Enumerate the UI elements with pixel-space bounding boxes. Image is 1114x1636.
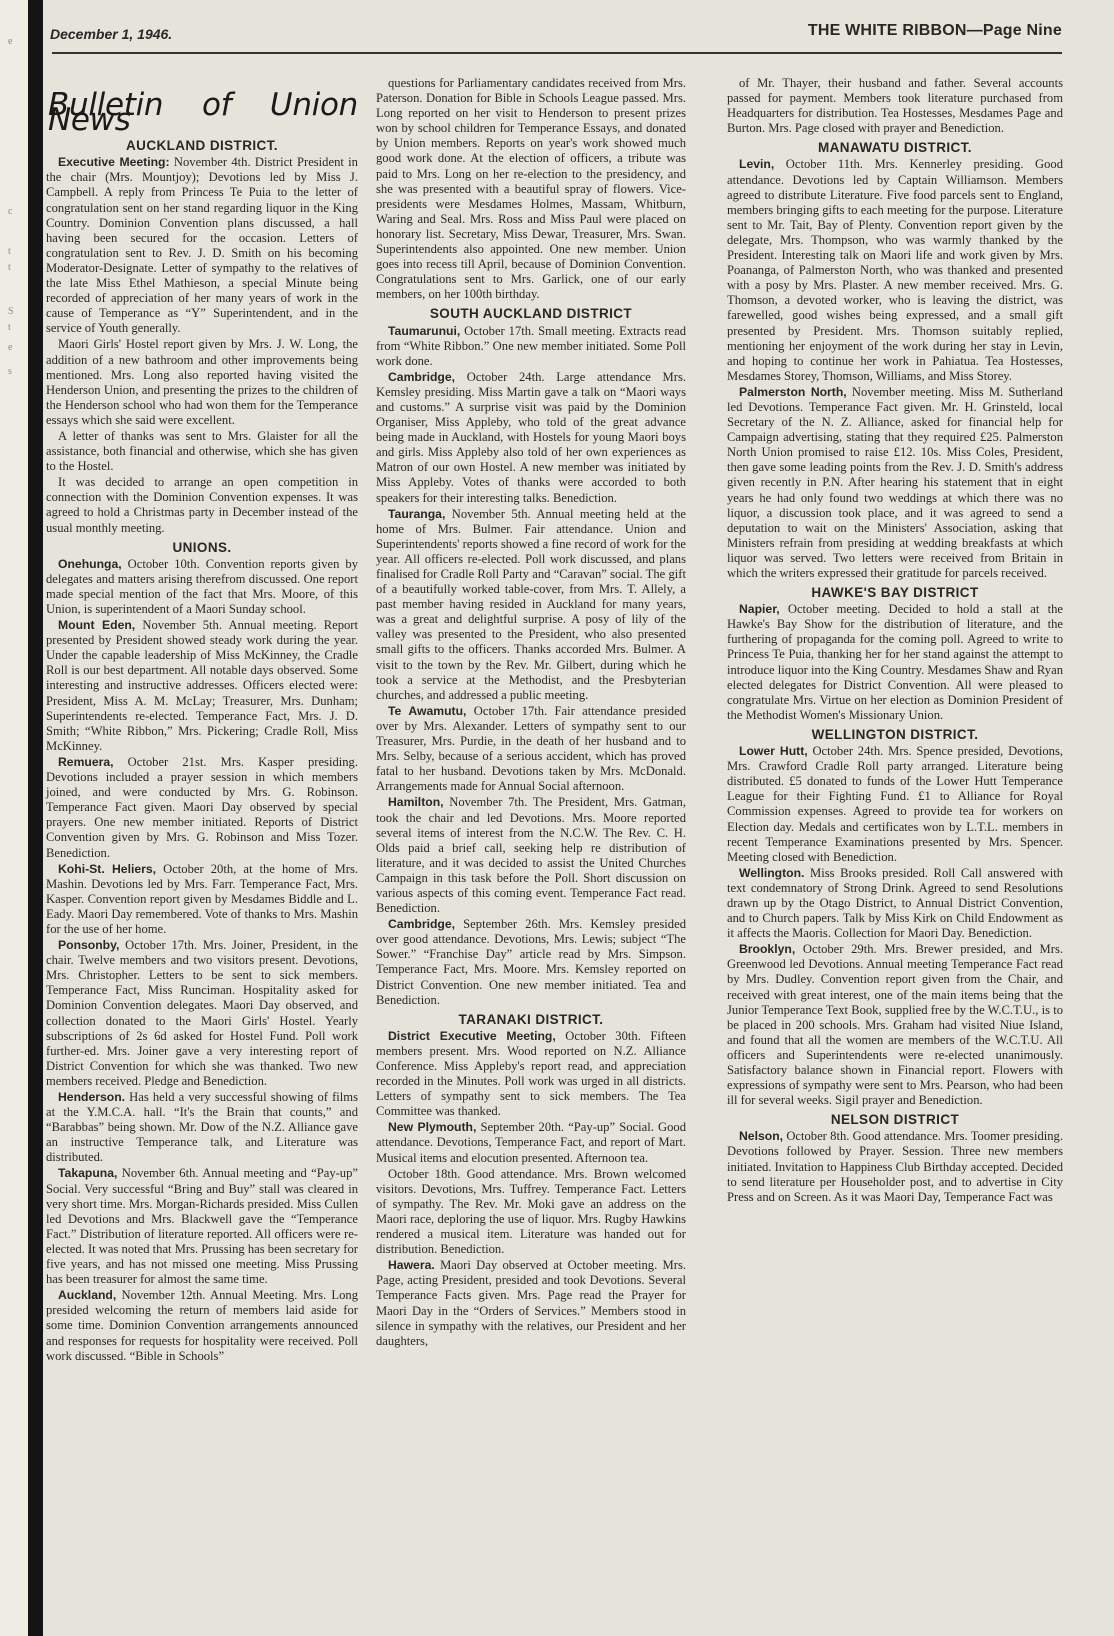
union-report: Cambridge, September 26th. Mrs. Kemsley presided over good attendance. Devotions, Mrs. Lewis; subject “The Sower.” “Franchise Day” article read by Mrs. Simpson. Temperance Fact, Mrs. Moore. Mrs. Kemsley reported on District Convention. One new member initiated. Tea and Benediction.: [376, 917, 686, 1007]
union-name: Palmerston North,: [739, 384, 847, 399]
article-paragraph: Maori Girls' Hostel report given by Mrs. J. W. Long, the addition of a new bathroom and other improvements being mentioned. Mrs. Long also reported having visited the Henderson Union, and presenting the prizes to the children of the Henderson school who had won them for the Temperance essays which she said were excellent.: [46, 337, 358, 427]
union-name: Cambridge,: [388, 369, 456, 384]
margin-mark: c: [8, 206, 13, 217]
article-paragraph: A letter of thanks was sent to Mrs. Glaister for all the assistance, both financial and otherwise, which she has given to the Hostel.: [46, 428, 358, 474]
union-report: Cambridge, October 24th. Large attendance Mrs. Kemsley presiding. Miss Martin gave a talk on “Maori ways and customs.” A surprise visit was paid by the Dominion Organiser, Miss Appleby, who told of the great advance being made in Auckland, with Hostels for young Maori boys and girls. Miss Appleby also told of her own experiences as Matron of our own Hostel. A new member was initiated by Miss Appleby. Votes of thanks were accorded to both speakers for their interesting talks. Benediction.: [376, 369, 686, 505]
union-report: New Plymouth, September 20th. “Pay-up” Social. Good attendance. Devotions, Temperance Fact, and report of Mart. Musical items and elocution presented. Afternoon tea.: [376, 1120, 686, 1165]
union-report: Remuera, October 21st. Mrs. Kasper presiding. Devotions included a prayer session in which members joined, and were conducted by Mrs. G. Robinson. Temperance Fact given. Maori Day observed by special prayers. One new member initiated. Reports of District Convention given by Mrs. G. Robinson and Miss Tozer. Benediction.: [46, 754, 358, 860]
union-name: Takapuna,: [58, 1166, 118, 1181]
issue-date: December 1, 1946.: [50, 26, 173, 42]
margin-mark: t: [8, 246, 11, 257]
union-report: Nelson, October 8th. Good attendance. Mrs. Toomer presiding. Devotions followed by Prayer. Session. Three new members initiated. Invitation to Happiness Club Birthday accepted. Decided to send literature per Householder post, and to advertise in City Press and on Screen. As it was Maori Day, Temperance Fact was: [727, 1129, 1063, 1204]
margin-mark: s: [8, 366, 12, 377]
article-paragraph: of Mr. Thayer, their husband and father. Several accounts passed for payment. Members took literature purchased from Headquarters for distribution. Tea Hostesses, Mesdames Page and Burton. Mrs. Page closed with prayer and Benediction.: [727, 76, 1063, 136]
header-rule: [52, 52, 1062, 54]
union-name: Tauranga,: [388, 506, 446, 521]
union-report: Lower Hutt, October 24th. Mrs. Spence presided, Devotions, Mrs. Crawford Cradle Roll party arranged. Literature being distributed. £5 donated to funds of the Lower Hutt Temperance League for their Fighting Fund. £1 to Alliance for Royal Commission expenses. Agreed to provide tea for workers on Election day. Medals and certificates won by L.T.L. members in recent Temperance Examinations presented by Mrs. Spencer. Meeting closed with Benediction.: [727, 744, 1064, 864]
union-report: District Executive Meeting, October 30th. Fifteen members present. Mrs. Wood reported on N.Z. Alliance Conference. Miss Appleby's report read, and appreciation recorded in the Minutes. Poll work was urged in all districts. Letters of sympathy sent to sick members. The Tea Committee was thanked.: [376, 1028, 687, 1119]
union-report: Hawera. Maori Day observed at October meeting. Mrs. Page, acting President, presided and took Devotions. Several Temperance Facts given. Mrs. Page read the Prayer for Maori Day in the “Orders of Services.” Members stood in silence in sympathy with the relatives, our President and her daughters,: [376, 1258, 686, 1348]
union-name: Henderson.: [58, 1090, 126, 1104]
union-report: Wellington. Miss Brooks presided. Roll Call answered with text condemnatory of Strong Drink. Agreed to send Resolutions drawn up by the Otago District, to Annual District Convention, and to Church papers. Talk by Miss Kirk on Child Endowment as it affects the Maoris. Collection for Maori Day. Benediction.: [727, 865, 1063, 941]
union-name: Remuera,: [58, 754, 114, 769]
section-heading: UNIONS.: [172, 539, 232, 555]
union-name: Levin,: [739, 157, 775, 172]
margin-mark: S: [8, 306, 14, 317]
union-report: Napier, October meeting. Decided to hold a stall at the Hawke's Bay Show for the distribution of literature, and the furthering of propaganda for the coming poll. Agreed to write to Princess Te Puia, thanking her for her stand against the attempt to introduce liquor into the King Country. Mesdames Shaw and Ryan elected delegates for District Convention. All were pleased to congratulate Mrs. Virtue on her election as Dominion President of the Methodist Women's Missionary Union.: [727, 602, 1063, 722]
binding-edge: [28, 0, 43, 1636]
union-report: Kohi-St. Heliers, October 20th, at the home of Mrs. Mashin. Devotions led by Mrs. Farr. Temperance Fact, Mrs. Kasper. Convention report given by Mesdames Biddle and L. Eady. Maori Day remembered. Vote of thanks to Mrs. Mashin for the use of her home.: [46, 861, 358, 936]
union-report: Brooklyn, October 29th. Mrs. Brewer presided, and Mrs. Greenwood led Devotions. Annual meeting Temperance Fact read by Mrs. Dudley. Convention report given from the Chair, and received with great interest, one of the main items being that the Junior Temperance Text Book, supplied free by the W.C.T.U., is to be placed in 200 schools. Mrs. Graham had visited Niue Island, and found that all the women are members of the W.C.T.U. All officers and Superintendents were re-elected unanimously. Satisfactory balance shown in Financial report. Flowers with expressions of sympathy were sent to Mrs. Pearson, who had been ill for several weeks. Sigil prayer and Benediction.: [727, 942, 1063, 1108]
union-report: Henderson. Has held a very successful showing of films at the Y.M.C.A. hall. “It's the Brain that counts,” and “Barabbas” being shown. Mr. Dow of the N.Z. Alliance gave an instructive Temperance talk, and Literature was distributed.: [46, 1090, 358, 1165]
page-header: [50, 20, 1062, 46]
union-name: Napier,: [739, 602, 780, 617]
union-report: Tauranga, November 5th. Annual meeting held at the home of Mrs. Bulmer. Fair attendance. Union and Superintendents' reports showed a fine record of work for the year. All officers re-elected. Poll work discussed, and plans finalised for Cradle Roll Party and “Caravan” social. The gift of a beautifully worked table-cover, from Mrs. T. Allely, a past member having resided in Auckland for many years, was a great and delightful surprise. A posy of lily of the valley was presented to the President, who also presented small gifts to the officers. Thanks accorded Mrs. Bulmer. A visit to the town by the Rev. Mr. Gilbert, during which he took a service at the Methodist, and the Presbyterian churches, and addressed a public meeting.: [376, 506, 686, 702]
margin-mark: t: [8, 322, 11, 333]
column-2: [376, 76, 686, 1350]
union-name: Cambridge,: [388, 917, 456, 932]
masthead: Bulletin of Union News: [48, 87, 358, 139]
article-paragraph: October 18th. Good attendance. Mrs. Brown welcomed visitors. Devotions, Mrs. Tuffrey. Temperance Fact. Letters of sympathy. The Rev. Mr. Moki gave an address on the Maori race, deploring the use of liquor. Mrs. Rugby Hawkins rendered a musical item. Literature was handed out for distribution. Benediction.: [376, 1166, 686, 1257]
union-report: Palmerston North, November meeting. Miss M. Sutherland led Devotions. Temperance Fact given. Mr. H. Grinsteld, local Secretary of the N. Z. Alliance, asked for financial help for Campaign advertising, stating that they required £25. Palmerston North Union promised to raise £12. 10s. Miss Coles, President, then gave some leading points from the Rev. J. D. Smith's address given recently in P.N. After hearing his statement that in eight years he had only found two weddings at which there was no liquor, a discussion took place, and it was agreed to send a deputation to wait on the Ministers' Association, asking that Ministers refrain from presiding at wedding breakfasts at which liquor was served. Two letters were received from Britain in which the writers expressed their gratitude for parcels received.: [727, 384, 1063, 580]
union-name: District Executive Meeting,: [388, 1028, 556, 1043]
union-name: Te Awamutu,: [388, 703, 467, 718]
column-1: [46, 62, 358, 1365]
district-heading: SOUTH AUCKLAND DISTRICT: [429, 306, 633, 322]
union-report: Takapuna, November 6th. Annual meeting and “Pay-up” Social. Very successful “Bring and Buy” stall was cleared in very short time. Mrs. Morgan-Richards presided. Miss Cullen led Devotions and Mrs. Blackwell gave the “Temperance Fact.” Distribution of literature reported. All officers were re-elected. It was noted that Mrs. Prussing has been secretary for five years, and has not missed one meeting. Miss Prussing has been treasurer for almost the same time.: [46, 1166, 358, 1287]
district-heading: HAWKE'S BAY DISTRICT: [811, 585, 979, 601]
article-paragraph: It was decided to arrange an open competition in connection with the Dominion Convention expenses. It was agreed to hold a Christmas party in December instead of the usual monthly meeting.: [46, 475, 358, 535]
union-report: Te Awamutu, October 17th. Fair attendance presided over by Mrs. Alexander. Letters of sympathy sent to our Treasurer, Mrs. Purdie, in the death of her husband and to Mrs. Selby, because of a serious accident, which has proved fatal to her husband. Devotions taken by Mrs. McDonald. Arrangements made for Annual Social afternoon.: [376, 703, 686, 794]
margin-mark: t: [8, 262, 11, 273]
union-name: Nelson,: [739, 1129, 784, 1144]
running-title: THE WHITE RIBBON—Page Nine: [807, 22, 1062, 39]
page-edge: [0, 0, 28, 1636]
union-name: Onehunga,: [58, 556, 122, 571]
district-heading: NELSON DISTRICT: [830, 1112, 960, 1128]
union-name: Ponsonby,: [58, 938, 120, 953]
union-name: Kohi-St. Heliers,: [58, 861, 157, 876]
union-name: Mount Eden,: [58, 618, 136, 633]
district-heading: TARANAKI DISTRICT.: [458, 1011, 604, 1027]
article-paragraph: Executive Meeting: November 4th. District President in the chair (Mrs. Mountjoy); Devotions led by Miss J. Campbell. A reply from Princess Te Puia to the letter of congratulation sent on her stand regarding liquor in the King Country. Dominion Convention plans discussed, a hall having been secured for the occasion. Letters of congratulation sent to Rev. J. D. Smith on his becoming Moderator-Designate. Letter of sympathy to the relatives of the late Miss Ethel Mathieson, a special Minute being recorded of appreciation of her many years of work in the cause of Temperance as “Y” Superintendent, and in the service of Youth generally.: [46, 155, 358, 336]
union-name: Brooklyn,: [739, 942, 796, 957]
paragraph-lead: Executive Meeting:: [58, 155, 170, 170]
margin-mark: e: [8, 36, 13, 47]
district-heading: AUCKLAND DISTRICT.: [126, 138, 278, 154]
union-report: Levin, October 11th. Mrs. Kennerley presiding. Good attendance. Devotions led by Captain Williamson. Members agreed to distribute Literature. Five food parcels sent to England, members bringing gifts to each meeting for the purpose. Literature sent to Mr. Tait, Bay of Plenty. Convention report given by the delegate, Mrs. Thompson, who was warmly thanked by the President. Interesting talk on Maori life and work given by Mrs. Poananga, of Palmerston North, who was thanked and presented with a posy by Mrs. Plaster. A new member received. Mrs. G. Thomson, a devoted worker, who is leaving the district, was farewelled, good wishes being expressed, and a small gift presented by President. Mrs. Thomson suitably replied, mentioning her enjoyment of the work during her stay in Levin, and hoping to continue her work in Pahiatua. Tea Hostesses, Mesdames Storey, Thomson, Williams, and Miss Storey.: [727, 157, 1063, 383]
union-name: Taumarunui,: [388, 323, 461, 338]
union-report: Hamilton, November 7th. The President, Mrs. Gatman, took the chair and led Devotions. Mrs. Moore reported several items of interest from the N.C.W. The Rev. C. H. Olds paid a brief call, seeking help re distribution of literature, and it was decided to assist the United Churches Campaign in this task before the Poll. Short discussion on various aspects of this coming event. Temperance Fact read. Benediction.: [376, 795, 686, 916]
union-report: Mount Eden, November 5th. Annual meeting. Report presented by President showed steady work during the year. Under the capable leadership of Miss McKinney, the Cradle Roll is our best department. All notable days observed. Some interesting and instructive addresses. Officers elected were: President, Miss A. M. McLay; Treasurer, Mrs. Dunham; Superintendents re-elected. Temperance Fact, Mrs. J. D. Smith; “White Ribbon,” Mrs. Pickering; Cradle Roll, Miss McKinney.: [46, 618, 358, 753]
union-report: Auckland, November 12th. Annual Meeting. Mrs. Long presided welcoming the return of members laid aside for some time. Dominion Convention arrangements announced and responses for requests for hospitality were received. Poll work discussed. “Bible in Schools”: [46, 1288, 358, 1363]
district-heading: MANAWATU DISTRICT.: [818, 140, 972, 156]
union-name: Auckland,: [58, 1288, 117, 1303]
union-name: Hamilton,: [388, 795, 444, 810]
district-heading: WELLINGTON DISTRICT.: [811, 726, 979, 742]
margin-mark: e: [8, 342, 13, 353]
union-report: Taumarunui, October 17th. Small meeting. Extracts read from “White Ribbon.” One new member initiated. Some Poll work done.: [376, 323, 686, 368]
union-name: Hawera.: [388, 1258, 435, 1273]
union-report: Ponsonby, October 17th. Mrs. Joiner, President, in the chair. Twelve members and two visitors present. Devotions, Mrs. Christopher. Letters to be sent to sick members. Temperance Fact, Miss Runciman. Hospitality asked for Dominion Convention delegates. Maori Day observed, and collection donated to the Maori Girls' Hostel. Yearly subscriptions of 2s 6d asked for Hostel Fund. Poll work further-ed. Mrs. Joiner gave a very interesting report of District Convention for which she was thanked. Two new members received. Pledge and Benediction.: [46, 938, 358, 1088]
union-name: Lower Hutt,: [739, 744, 808, 759]
union-report: Onehunga, October 10th. Convention reports given by delegates and matters arising therefrom discussed. One report made special mention of the fact that Mrs. Moore, of this Union, is superintendent of a Maori Sunday school.: [46, 556, 358, 616]
article-paragraph: questions for Parliamentary candidates received from Mrs. Paterson. Donation for Bible in Schools League passed. Mrs. Long reported on her visit to Henderson to present prizes won by school children for Temperance Essays, and donated by Union members. Reports on year's work showed much good work done. At the election of officers, a tribute was paid to Mrs. Long on her re-election to the presidency, and she was presented with a beautiful spray of flowers. Vice-presidents were Mesdames Holmes, Massam, Whitburn, Waring and Seal. Mrs. Ross and Miss Paul were placed on honorary list. Secretary, Miss Dewar, Treasurer, Mrs. Swan. Superintendents also appointed. One new member. Union goes into recess till April, because of Dominion Convention. Congratulations sent to Mrs. Garlick, one of our early members, on her 100th birthday.: [376, 76, 686, 302]
union-name: New Plymouth,: [388, 1120, 477, 1135]
union-name: Wellington.: [739, 865, 805, 880]
column-3: [727, 76, 1063, 1206]
